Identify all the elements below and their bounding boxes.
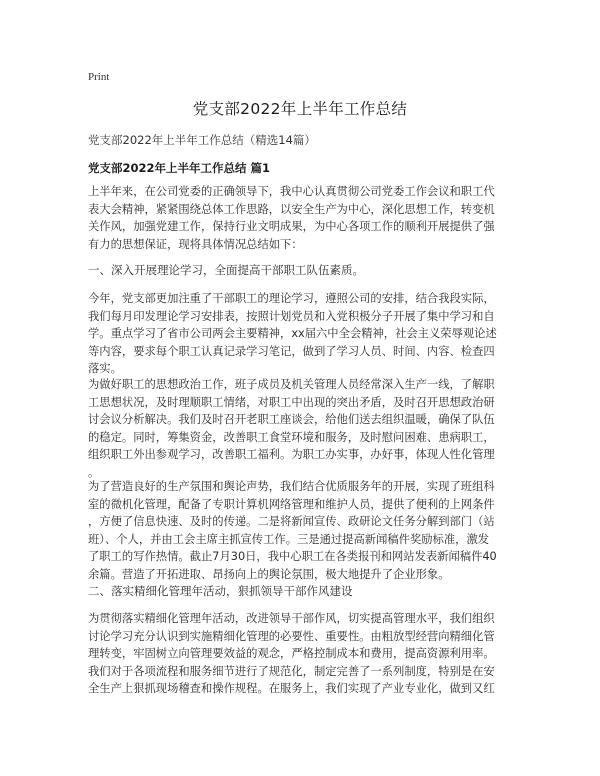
paragraph-line: 讨会议分析解决。我们及时召开老职工座谈会，给他们送去组织温暖，确保了队伍 — [88, 413, 495, 426]
paragraph-line: 全生产上狠抓现场稽查和操作规程。在服务上，我们实现了产业专业化，做到又红 — [88, 682, 495, 695]
paragraph-political-work — [88, 376, 518, 481]
paragraph-line: 了职工的写作热情。截止7月30日，我中心职工在各类报刊和网站发表新闻稿件40 — [88, 550, 497, 563]
heading-refined-management: 二、落实精细化管理年活动，狠抓领导干部作风建设 — [88, 584, 353, 598]
paragraph-line: 的稳定。同时，筹集资金，改善职工食堂环境和服务，及时慰问困难、患病职工， — [88, 430, 495, 444]
paragraph-line: 。 — [88, 465, 100, 479]
paragraph-line: 工思想状况，及时理顺职工情绪，对职工中出现的突出矛盾，及时召开思想政治研 — [88, 395, 495, 409]
paragraph-line: 我们每月印发理论学习安排表，按照计划党员和入党积极分子开展了集中学习和自 — [88, 309, 495, 323]
heading-theory-study: 一、深入开展理论学习，全面提高干部职工队伍素质。 — [88, 263, 364, 277]
paragraph-line: 班）、个人，并由工会主席主抓宣传工作。三是通过提高新闻稿件奖励标准，激发 — [88, 532, 490, 546]
paragraph-line: 为贯彻落实精细化管理年活动，改进领导干部作风，切实提高管理水平，我们组织 — [88, 612, 495, 625]
paragraph-publicity — [88, 478, 518, 583]
paragraph-line: 等内容，要求每个职工认真记录学习笔记，做到了学习人员、时间、内容、检查四 — [88, 344, 495, 358]
paragraph-line: 今年，党支部更加注重了干部职工的理论学习，遵照公司的安排，结合我段实际， — [88, 292, 495, 305]
section-title: 党支部2022年上半年工作总结 篇1 — [88, 161, 271, 175]
paragraph-line: 余篇。营造了开拓进取、昂扬向上的舆论氛围，极大地提升了企业形象。 — [88, 567, 450, 581]
document-subtitle: 党支部2022年上半年工作总结（精选14篇） — [88, 133, 316, 147]
paragraph-refined-management — [88, 610, 518, 698]
paragraph-line: ，方便了信息快速、及时的传递。二是将新闻宣传、政研论文任务分解到部门（站 — [88, 515, 495, 528]
paragraph-line: 表大会精神，紧紧围绕总体工作思路，以安全生产为中心，深化思想工作，转变机 — [88, 202, 495, 216]
paragraph-line: 上半年来，在公司党委的正确领导下，我中心认真贯彻公司党委工作会议和职工代 — [88, 185, 495, 198]
paragraph-line: 有力的思想保证，现将具体情况总结如下： — [88, 237, 303, 251]
print-label: Print — [88, 71, 110, 83]
paragraph-line: 室的微机化管理，配备了专职计算机网络管理和维护人员，提供了便利的上网条件 — [88, 497, 495, 511]
paragraph-line: 我们对于各项流程和服务细节进行了规范化，制定完善了一系列制度，特别是在安 — [88, 664, 495, 678]
paragraph-theory-study — [88, 290, 518, 378]
paragraph-line: 关作风，加强党建工作，保持行业文明成果，为中心各项工作的顺利开展提供了强 — [88, 220, 495, 233]
paragraph-line: 理转变，牢固树立向管理要效益的观念，严格控制成本和费用，提高资源利用率。 — [88, 647, 495, 660]
paragraph-line: 落实。 — [88, 362, 122, 375]
paragraph-line: 为做好职工的思想政治工作，班子成员及机关管理人员经常深入生产一线，了解职 — [88, 378, 495, 391]
paragraph-line: 讨论学习充分认识到实施精细化管理的必要性、重要性。由粗放型经营向精细化管 — [88, 629, 495, 643]
paragraph-line: 学。重点学习了省市公司两会主要精神，xx届六中全会精神，社会主义荣辱观论述 — [88, 327, 497, 340]
paragraph-intro — [88, 183, 518, 253]
page-title: 党支部2022年上半年工作总结 — [192, 100, 408, 118]
paragraph-line: 组织职工外出参观学习，改善职工福利。为职工办实事，办好事，体现人性化管理 — [88, 448, 495, 461]
paragraph-line: 为了营造良好的生产氛围和舆论声势，我们结合优质服务年的开展，实现了班组科 — [88, 480, 495, 493]
